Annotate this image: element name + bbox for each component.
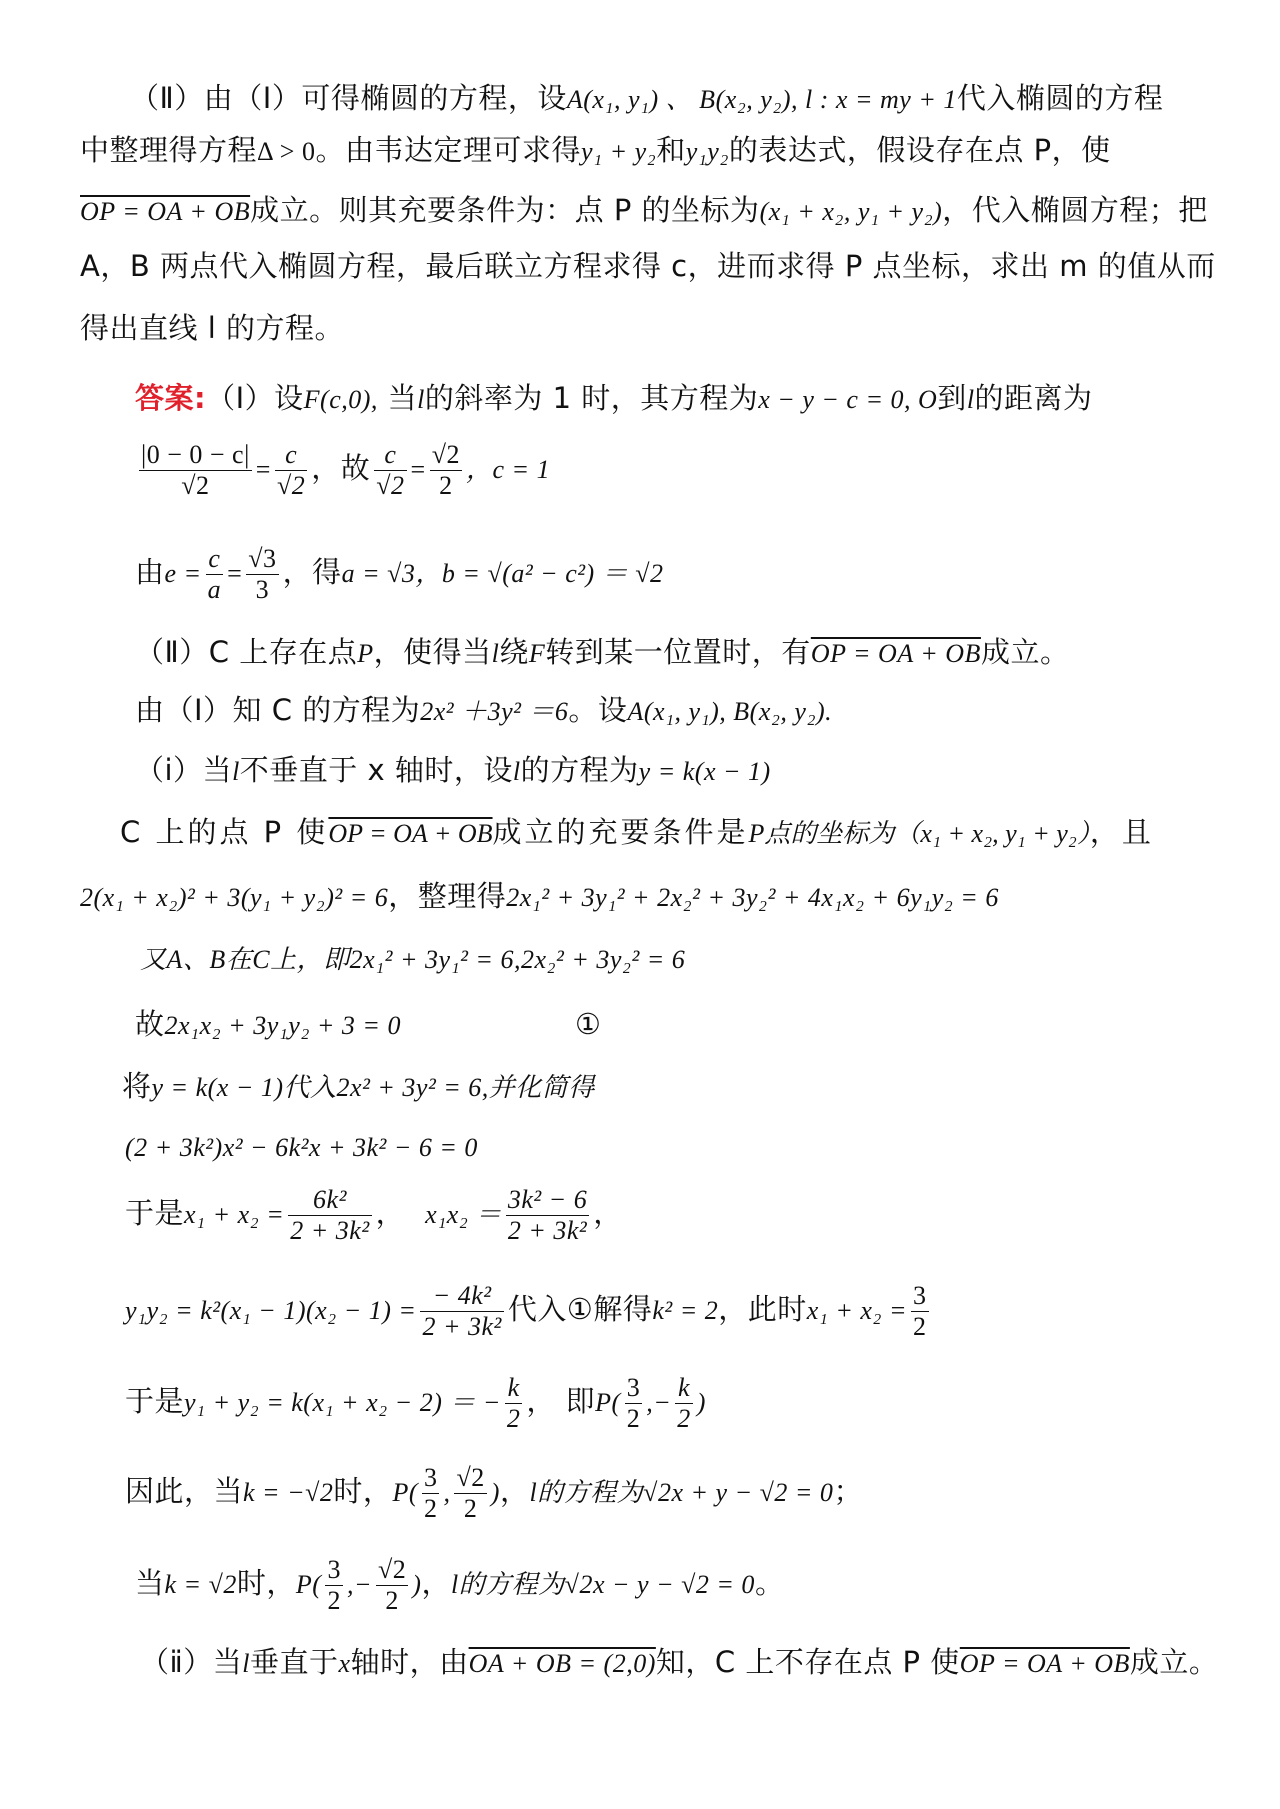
- answer-line-3: [135, 542, 1260, 605]
- math: =: [410, 455, 426, 484]
- answer-line-13: [125, 1180, 1250, 1248]
- numerator: √2: [377, 1554, 407, 1584]
- text: 时，: [236, 1566, 296, 1600]
- text: ，使得当: [373, 635, 492, 669]
- text: 垂直于: [250, 1645, 339, 1679]
- text: 时，: [333, 1474, 393, 1508]
- math: F: [528, 639, 546, 668]
- text: 的距离为: [974, 381, 1093, 415]
- fraction: [625, 1373, 643, 1434]
- text: 于是: [125, 1196, 185, 1230]
- math: ): [490, 1478, 500, 1507]
- math: 2x² ＋3y² ＝6: [420, 697, 569, 726]
- text: 由（Ⅰ）知 C 的方程为: [135, 693, 421, 727]
- text: ， 即: [526, 1384, 596, 1418]
- math: y = k(x − 1): [638, 757, 771, 786]
- fraction: [376, 1555, 408, 1616]
- text: 当: [135, 1566, 165, 1600]
- text: 于是: [125, 1384, 185, 1418]
- denominator: 2: [677, 1403, 691, 1433]
- text: （Ⅱ）由（Ⅰ）可得椭圆的方程，设: [130, 81, 567, 115]
- math: l: [491, 639, 500, 668]
- math: Δ > 0: [257, 137, 316, 166]
- numerator: √3: [248, 543, 277, 573]
- math: e =: [164, 559, 202, 588]
- vector-equation: OP = OA + OB: [959, 1649, 1130, 1678]
- vector-equation: OP = OA + OB: [328, 819, 493, 848]
- answer-line-14: [125, 1276, 1250, 1344]
- math: x₁x₂ ＝: [425, 1200, 502, 1229]
- math: 2x₁x₂ + 3y₁y₂ + 3 = 0: [164, 1011, 401, 1040]
- denominator: 2: [626, 1403, 641, 1433]
- answer-line-9: [140, 938, 1265, 980]
- numerator: √2: [431, 439, 460, 469]
- math: ): [696, 1388, 706, 1417]
- denominator: 3: [255, 574, 270, 604]
- text: 成立。则其充要条件为：点 P 的坐标为: [250, 193, 760, 227]
- math: 2x₁² + 3y₁² + 2x₂² + 3y₂² + 4x₁x₂ + 6y₁y₂ = 6: [506, 883, 999, 912]
- intro-line-1: [130, 78, 1255, 120]
- text: （Ⅱ）C 上存在点: [135, 635, 358, 669]
- numerator: c: [275, 440, 307, 471]
- intro-line-2: [80, 130, 1205, 172]
- intro-line-3: [80, 190, 1208, 232]
- answer-line-7: [120, 812, 1245, 854]
- math: (x₁ + x₂, y₁ + y₂): [759, 197, 943, 226]
- text: 将: [122, 1069, 152, 1103]
- numerator: 3: [327, 1554, 341, 1584]
- circled-one-icon: ①: [575, 1007, 602, 1041]
- text: 成立。: [1129, 1645, 1219, 1679]
- math: l: [232, 757, 240, 786]
- numerator: 3: [626, 1372, 641, 1402]
- text: ，此时: [718, 1292, 807, 1326]
- math: A(x₁, y₁) 、 B(x₂, y₂), l : x = my + 1: [566, 85, 957, 114]
- math: P: [357, 639, 374, 668]
- text: 。由韦达定理可求得: [315, 133, 581, 167]
- fraction: [675, 1373, 693, 1434]
- numerator: 3: [423, 1462, 438, 1492]
- numerator: 6k²: [288, 1185, 371, 1216]
- text: 由: [135, 555, 165, 589]
- text: 到: [937, 381, 967, 415]
- numerator: k: [505, 1373, 523, 1404]
- text: C 上的点 P 使: [120, 815, 329, 849]
- text: 因此，当: [125, 1474, 244, 1508]
- text: 知，C 上不存在点 P 使: [655, 1645, 960, 1679]
- fraction: [288, 1185, 371, 1246]
- text: ，整理得: [388, 879, 507, 913]
- denominator: √2: [276, 470, 306, 500]
- math: y₁y₂ = k²(x₁ − 1)(x₂ − 1) =: [125, 1296, 417, 1325]
- vector-equation: OP = OA + OB: [810, 639, 981, 668]
- math: P点的坐标为（x₁ + x₂, y₁ + y₂）: [748, 819, 1090, 848]
- text: 故: [135, 1007, 165, 1041]
- math: =: [227, 559, 243, 588]
- text: 的方程为: [520, 753, 639, 787]
- text: ，: [593, 1196, 623, 1230]
- denominator: a: [207, 574, 222, 604]
- denominator: 2 + 3k²: [422, 1311, 502, 1341]
- text: （Ⅰ）设: [206, 381, 304, 415]
- math: P(: [295, 1570, 322, 1599]
- denominator: 2: [327, 1585, 341, 1615]
- vector-equation: OA + OB = (2,0): [468, 1649, 656, 1678]
- math: A(x₁, y₁), B(x₂, y₂).: [627, 697, 833, 726]
- math: k² = 2: [652, 1296, 719, 1325]
- math: ,: [443, 1478, 451, 1507]
- denominator: √2: [181, 470, 210, 500]
- answer-line-5: [135, 690, 1260, 732]
- text: ，且: [1089, 815, 1154, 849]
- answer-line-4: [135, 632, 1260, 674]
- numerator: 3: [913, 1280, 927, 1310]
- intro-line-4: [80, 246, 1216, 286]
- numerator: c: [206, 544, 224, 575]
- math: l: [512, 757, 521, 786]
- text: ，故: [311, 451, 371, 485]
- text: 不垂直于 x 轴时，设: [239, 753, 513, 787]
- fraction: [139, 440, 252, 501]
- text: ，得: [282, 555, 342, 589]
- denominator: 2 + 3k²: [507, 1215, 588, 1245]
- fraction: [374, 440, 406, 501]
- math: ,−: [646, 1388, 672, 1417]
- denominator: 2: [463, 1493, 478, 1523]
- text: ，: [375, 1196, 406, 1230]
- math: x₁ + x₂ =: [806, 1296, 908, 1325]
- math: P(: [392, 1478, 418, 1507]
- answer-line-1: [135, 378, 1260, 420]
- text: 。设: [568, 693, 628, 727]
- text: 成立。: [980, 635, 1070, 669]
- math: y = k(x − 1)代入2x² + 3y² = 6,并化简得: [151, 1073, 595, 1102]
- fraction: [206, 544, 224, 605]
- answer-line-17: [135, 1550, 1260, 1618]
- math: 又A、B在C上，即2x₁² + 3y₁² = 6,2x₂² + 3y₂² = 6: [140, 945, 686, 974]
- text: 的斜率为 1 时，其方程为: [424, 381, 759, 415]
- text: 轴时，由: [350, 1645, 469, 1679]
- text: 代入①解得: [507, 1292, 653, 1326]
- numerator: √2: [456, 1462, 485, 1492]
- text: 的表达式，假设存在点 P，使: [728, 133, 1111, 167]
- text: ，代入椭圆方程；把: [942, 193, 1208, 227]
- denominator: 2 + 3k²: [290, 1215, 370, 1245]
- text: A，B 两点代入椭圆方程，最后联立方程求得 c，进而求得 P 点坐标，求出 m 的值从而: [80, 249, 1216, 283]
- math: P(: [595, 1388, 621, 1417]
- math: x₁ + x₂ =: [184, 1200, 285, 1229]
- denominator: √2: [376, 470, 405, 500]
- numerator: |0 − 0 − c|: [141, 439, 250, 469]
- math: l: [966, 385, 975, 414]
- text: 和: [656, 133, 686, 167]
- text: ；: [833, 1474, 863, 1508]
- fraction: [275, 440, 307, 501]
- fraction: [420, 1281, 503, 1342]
- math: k = √2: [164, 1570, 237, 1599]
- answer-line-12: [125, 1126, 1250, 1168]
- math: x − y − c = 0, O: [758, 385, 938, 414]
- answer-line-2: [135, 438, 1260, 501]
- math: y₁ + y₂: [580, 137, 657, 166]
- math: 2(x₁ + x₂)² + 3(y₁ + y₂)² = 6: [80, 883, 389, 912]
- text: （ⅰ）当: [135, 753, 233, 787]
- math: l: [417, 385, 425, 414]
- text: ，: [499, 1474, 530, 1508]
- fraction: [422, 1463, 440, 1524]
- text: 得出直线 l 的方程。: [80, 311, 344, 345]
- math: ，c = 1: [465, 455, 551, 484]
- fraction: [325, 1555, 343, 1616]
- answer-line-11: [122, 1066, 1247, 1108]
- denominator: 2: [423, 1493, 438, 1523]
- math: l: [242, 1649, 251, 1678]
- math: =: [255, 455, 271, 484]
- fraction: [505, 1373, 523, 1434]
- math: ，b = √(a² − c²) ＝ √2: [415, 559, 664, 588]
- answer-line-15: [125, 1368, 1250, 1436]
- denominator: 2: [506, 1403, 521, 1433]
- answer-line-8: [80, 876, 1205, 918]
- text: 绕: [499, 635, 529, 669]
- math: k = −√2: [243, 1478, 334, 1507]
- answer-line-18: [140, 1642, 1265, 1684]
- denominator: 2: [439, 470, 453, 500]
- numerator: − 4k²: [420, 1281, 503, 1312]
- intro-line-5: [80, 308, 1205, 348]
- denominator: 2: [385, 1585, 399, 1615]
- math: l的方程为√2x − y − √2 = 0: [450, 1570, 755, 1599]
- text: 中整理得方程: [80, 133, 258, 167]
- math: l的方程为√2x + y − √2 = 0: [529, 1478, 834, 1507]
- numerator: k: [675, 1373, 693, 1404]
- answer-line-6: [135, 750, 1260, 792]
- fraction: [506, 1185, 589, 1246]
- numerator: c: [374, 440, 406, 471]
- text: 转到某一位置时，有: [545, 635, 811, 669]
- text: 。: [754, 1566, 785, 1600]
- text: 代入椭圆的方程: [956, 81, 1164, 115]
- math: F(c,0),: [303, 385, 378, 414]
- math: y₁ + y₂ = k(x₁ + x₂ − 2) ＝ −: [184, 1388, 501, 1417]
- fraction: [454, 1463, 486, 1524]
- fraction: [911, 1281, 929, 1342]
- text: 当: [377, 381, 418, 415]
- vector-equation: OP = OA + OB: [80, 197, 251, 226]
- math: y₁y₂: [685, 137, 729, 166]
- answer-label: 答案:: [135, 381, 207, 415]
- answer-line-16: [125, 1458, 1250, 1526]
- answer-line-10: [135, 1004, 1260, 1046]
- math: x: [338, 1649, 351, 1678]
- denominator: 2: [913, 1311, 927, 1341]
- numerator: 3k² − 6: [507, 1184, 588, 1214]
- math: a = √3: [341, 559, 416, 588]
- fraction: [430, 440, 462, 501]
- text: 成立的充要条件是: [492, 815, 749, 849]
- math: ,−: [346, 1570, 372, 1599]
- math: (2 + 3k²)x² − 6k²x + 3k² − 6 = 0: [125, 1133, 478, 1162]
- fraction: [246, 544, 278, 605]
- math: ): [412, 1570, 422, 1599]
- text: （ⅱ）当: [140, 1645, 243, 1679]
- text: ，: [421, 1566, 451, 1600]
